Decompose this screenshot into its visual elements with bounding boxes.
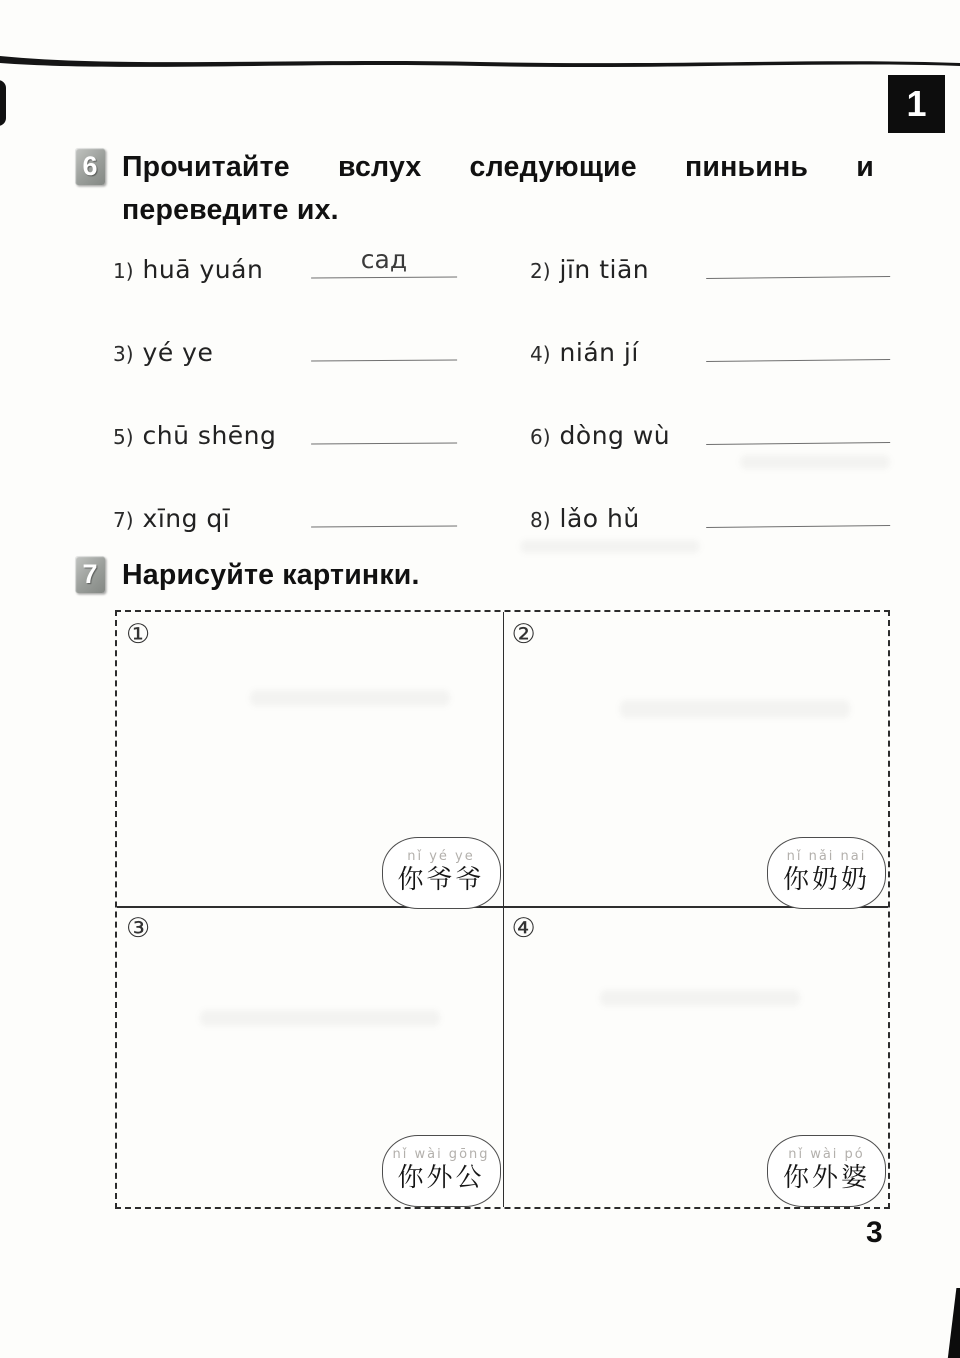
exercise-7-badge: 7	[75, 556, 105, 593]
item-number: 5)	[113, 425, 134, 449]
scan-edge-artifact	[946, 1288, 960, 1358]
answer-blank[interactable]	[311, 243, 457, 279]
drawing-cell-4[interactable]	[503, 906, 889, 1200]
pinyin-item-1	[113, 243, 457, 283]
item-pinyin: yé ye	[142, 338, 214, 367]
bubble-pinyin: nǐ wài pó	[788, 1146, 865, 1162]
item-pinyin: huā yuán	[142, 255, 264, 284]
pinyin-item-5	[113, 409, 457, 449]
item-pinyin: jīn tiān	[559, 255, 650, 284]
scan-edge-artifact	[0, 80, 6, 126]
cell-number: ①	[126, 619, 151, 650]
answer-blank[interactable]	[706, 325, 890, 362]
handwritten-answer	[706, 274, 890, 275]
item-number: 4)	[530, 342, 551, 366]
item-number: 3)	[113, 342, 134, 366]
answer-blank[interactable]	[706, 491, 890, 528]
item-number: 8)	[530, 508, 551, 532]
pinyin-item-6	[530, 409, 890, 449]
pinyin-item-2	[530, 243, 890, 283]
bleed-artifact	[520, 540, 700, 553]
item-pinyin: xīng qī	[142, 504, 231, 533]
handwritten-answer	[706, 440, 890, 441]
exercise-6-badge: 6	[75, 148, 105, 185]
bubble-hanzi: 你爷爷	[397, 865, 485, 896]
pinyin-item-3	[113, 326, 457, 366]
label-bubble	[767, 837, 886, 909]
bubble-hanzi: 你外婆	[782, 1163, 870, 1194]
item-number: 2)	[530, 259, 551, 283]
drawing-cell-1[interactable]	[117, 612, 503, 906]
pinyin-item-list	[113, 243, 890, 532]
bubble-pinyin: nǐ nǎi nai	[786, 848, 867, 864]
handwritten-answer: сад	[360, 244, 408, 275]
exercise-7-title: Нарисуйте картинки.	[122, 559, 420, 591]
answer-blank[interactable]	[311, 492, 457, 528]
pinyin-item-4	[530, 326, 890, 366]
bubble-pinyin: nǐ yé ye	[407, 848, 475, 864]
answer-blank[interactable]	[311, 409, 457, 445]
drawing-cell-3[interactable]	[117, 906, 503, 1200]
bubble-pinyin: nǐ wài gōng	[392, 1146, 490, 1162]
label-bubble	[767, 1135, 886, 1207]
item-number: 1)	[113, 259, 134, 283]
cell-number: ③	[126, 912, 151, 944]
label-bubble	[382, 1135, 501, 1207]
item-pinyin: dòng wù	[559, 421, 671, 450]
answer-blank[interactable]	[706, 408, 890, 445]
chapter-number-tab: 1	[888, 75, 945, 133]
drawing-cell-2[interactable]	[503, 612, 889, 906]
bubble-hanzi: 你奶奶	[782, 865, 870, 896]
pinyin-item-8	[530, 492, 890, 532]
exercise-6-title-line2: переведите их.	[122, 193, 339, 226]
handwritten-answer	[706, 523, 890, 524]
bubble-hanzi: 你外公	[397, 1163, 485, 1194]
pinyin-item-7	[113, 492, 457, 532]
handwritten-answer	[706, 357, 890, 358]
item-pinyin: nián jí	[559, 338, 639, 367]
answer-blank[interactable]	[706, 242, 890, 279]
drawing-grid	[115, 610, 890, 1209]
answer-blank[interactable]	[311, 326, 457, 362]
item-pinyin: lǎo hǔ	[559, 504, 640, 533]
label-bubble	[382, 837, 501, 909]
exercise-6-title	[122, 146, 874, 232]
item-pinyin: chū shēng	[142, 421, 277, 450]
cell-number: ②	[511, 619, 536, 650]
cell-number: ④	[511, 912, 536, 944]
page-number: 3	[866, 1216, 883, 1249]
item-number: 7)	[113, 508, 134, 532]
exercise-6-title-line1: Прочитайте вслух следующие пиньинь и	[122, 151, 874, 183]
item-number: 6)	[530, 425, 551, 449]
scan-edge-artifact	[0, 52, 960, 78]
